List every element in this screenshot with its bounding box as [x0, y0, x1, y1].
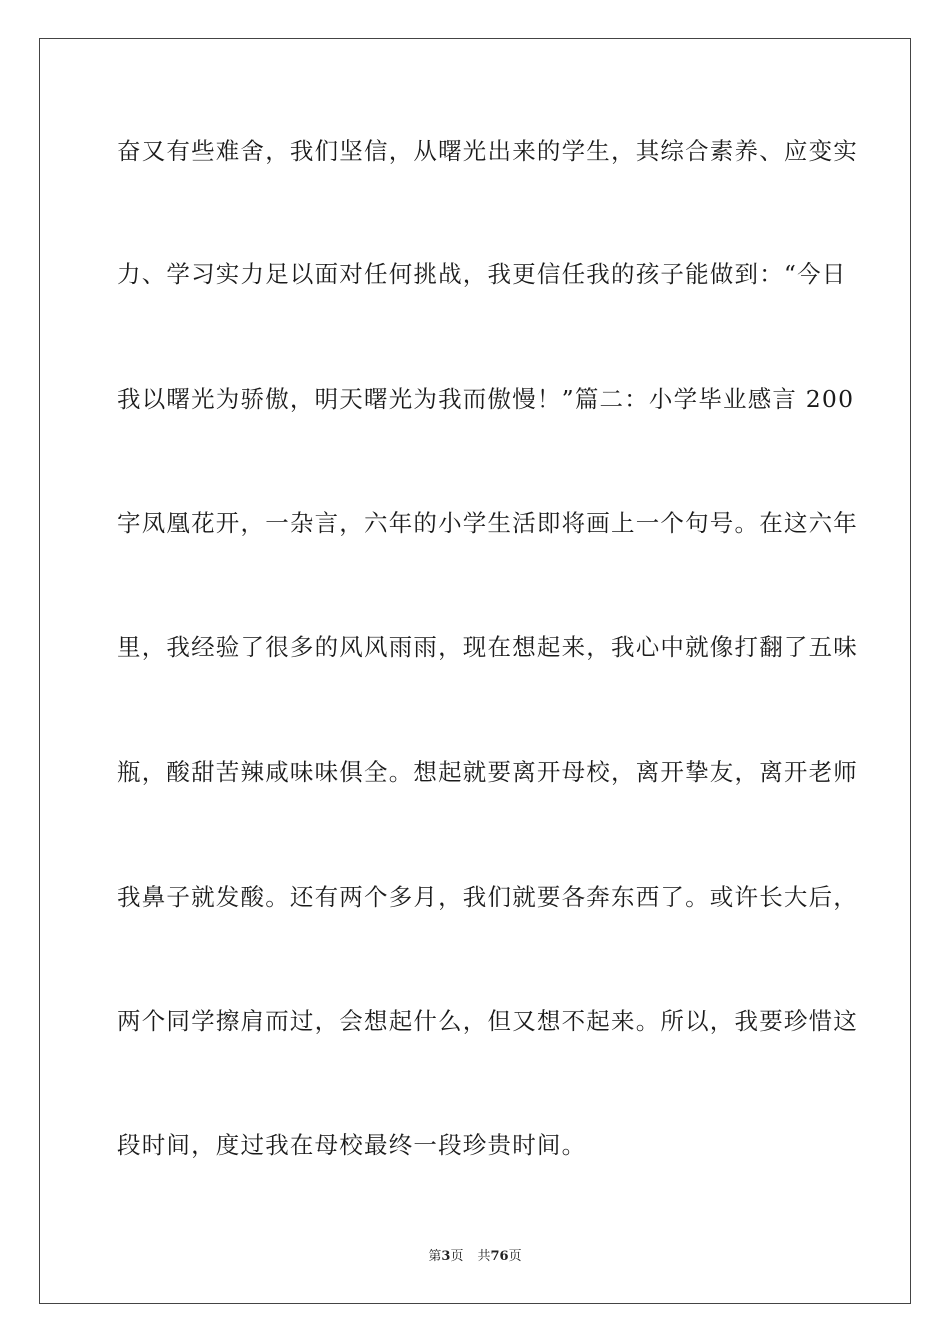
text-line-6: 瓶，酸甜苦辣咸味味俱全。想起就要离开母校，离开挚友，离开老师 [117, 758, 858, 786]
text-line-5: 里，我经验了很多的风风雨雨，现在想起来，我心中就像打翻了五味 [117, 633, 858, 661]
text-line-1: 奋又有些难舍，我们坚信，从曙光出来的学生，其综合素养、应变实 [117, 137, 858, 165]
text-line-2: 力、学习实力足以面对任何挑战，我更信任我的孩子能做到：“今日 [117, 260, 847, 288]
text-line-4: 字凤凰花开，一杂言，六年的小学生活即将画上一个句号。在这六年 [117, 509, 858, 537]
text-line-3: 我以曙光为骄傲，明天曙光为我而傲慢！”篇二：小学毕业感言 200 [117, 385, 855, 413]
text-line-9: 段时间，度过我在母校最终一段珍贵时间。 [117, 1131, 587, 1159]
page-border [39, 38, 911, 1304]
page-number: 3 [441, 1249, 451, 1264]
page-prefix: 第 [428, 1249, 442, 1264]
page-footer [0, 1248, 950, 1266]
text-line-8: 两个同学擦肩而过，会想起什么，但又想不起来。所以，我要珍惜这 [117, 1007, 858, 1035]
total-pages: 76 [490, 1249, 509, 1264]
page-suffix: 页 [450, 1249, 464, 1264]
total-prefix: 共 [477, 1249, 491, 1264]
total-suffix: 页 [508, 1249, 522, 1264]
text-line-7: 我鼻子就发酸。还有两个多月，我们就要各奔东西了。或许长大后， [117, 883, 858, 911]
